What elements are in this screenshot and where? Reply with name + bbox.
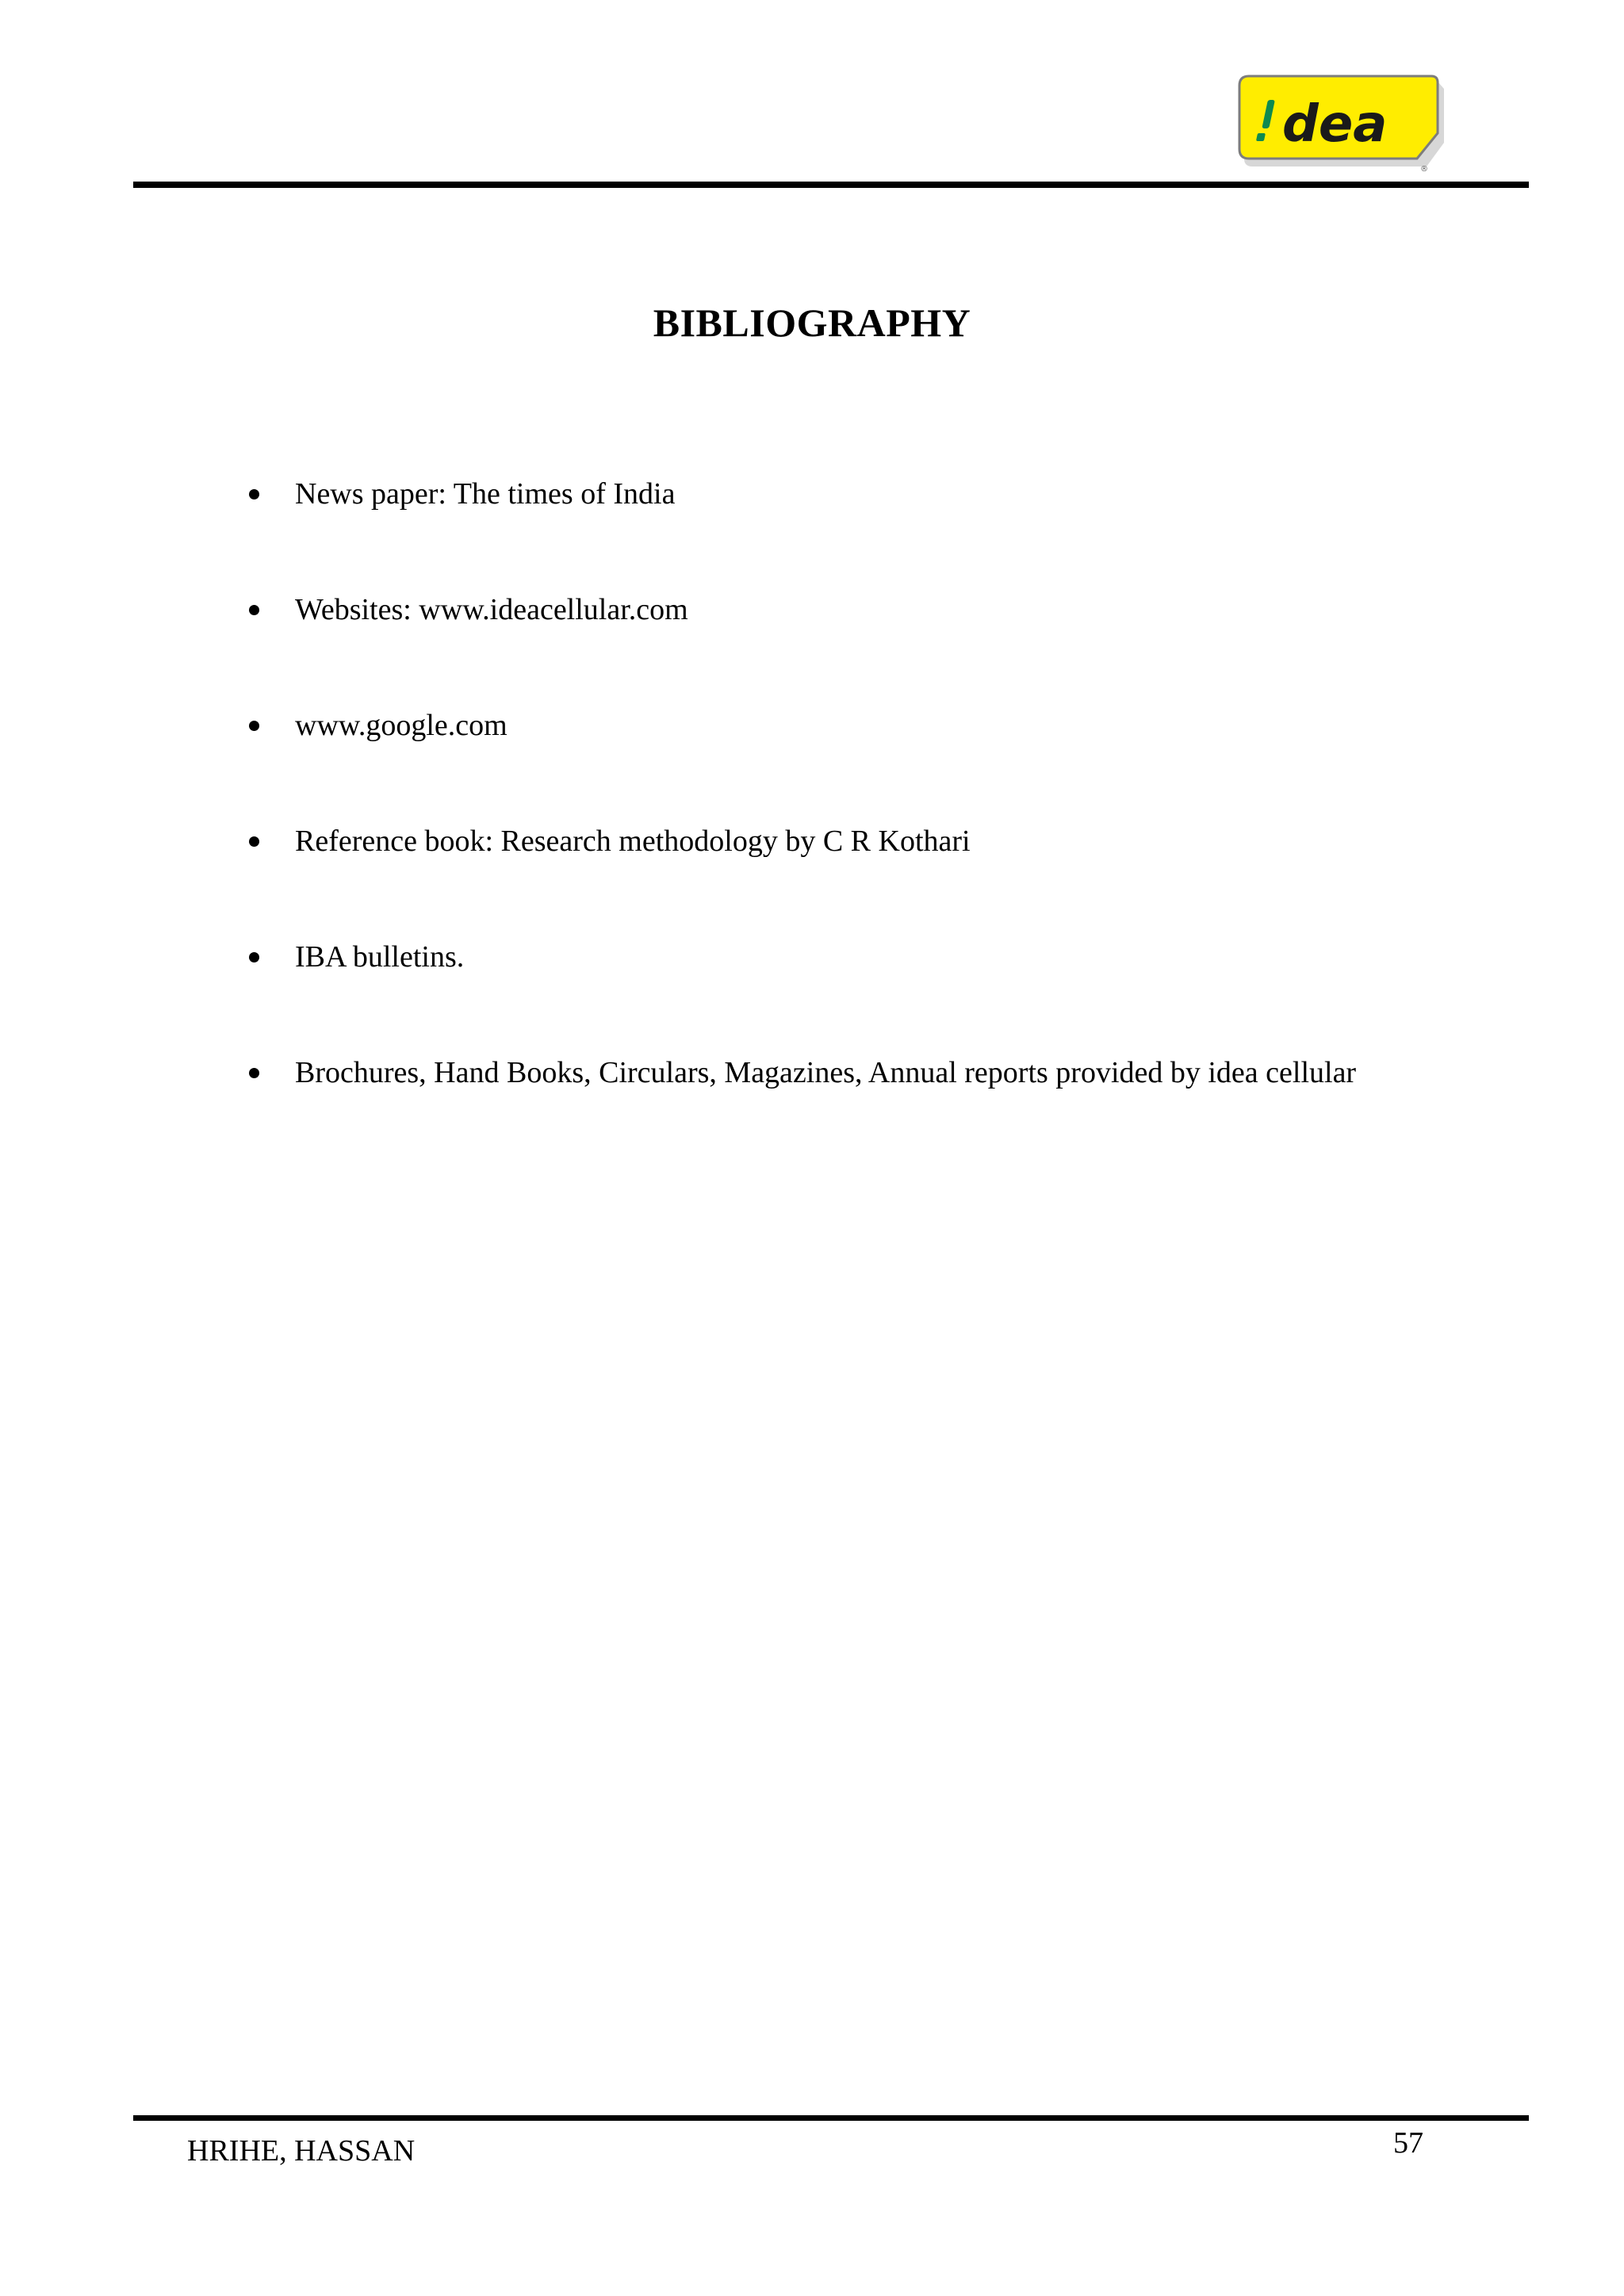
bullet-icon [249,836,259,847]
svg-text:®: ® [1420,165,1428,174]
bullet-icon [249,952,259,962]
list-item-text: Reference book: Research methodology by C R Kothari [295,825,971,858]
footer-rule [133,2115,1529,2121]
list-item [238,1044,1427,1101]
bibliography-list [238,465,1427,1160]
list-item-text: www.google.com [295,709,508,742]
page-title: BIBLIOGRAPHY [653,300,971,345]
list-item-text: News paper: The times of India [295,477,676,511]
bullet-icon [249,1068,259,1078]
header-rule [133,182,1529,188]
footer-institution: HRIHE, HASSAN [187,2134,416,2168]
list-item-text: Brochures, Hand Books, Circulars, Magazines, Annual reports provided by idea cellular [295,1056,1357,1089]
list-item-text: IBA bulletins. [295,940,465,974]
list-item [238,581,1427,638]
list-item [238,697,1427,754]
bullet-icon [249,489,259,499]
bullet-icon [249,721,259,731]
list-item [238,465,1427,522]
list-item [238,928,1427,985]
page-number: 57 [1393,2126,1423,2160]
list-item-text: Websites: www.ideacellular.com [295,593,688,626]
idea-logo-icon [1233,70,1451,177]
list-item [238,813,1427,870]
svg-text:dea: dea [1282,95,1388,154]
bullet-icon [249,605,259,615]
